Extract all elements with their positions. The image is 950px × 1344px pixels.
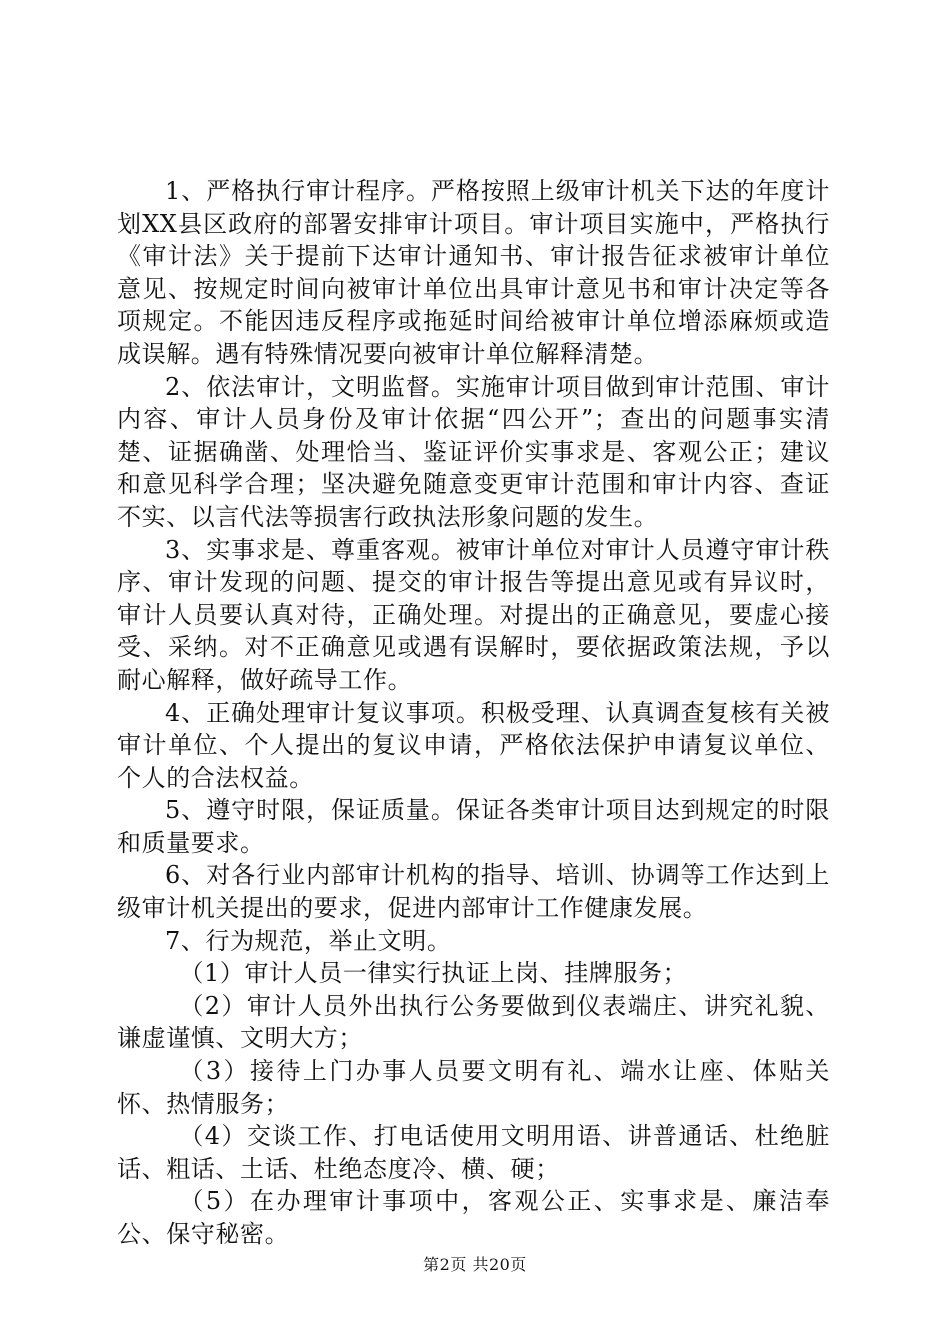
paragraph-audit-procedure: 1、严格执行审计程序。严格按照上级审计机关下达的年度计划XX县区政府的部署安排审计项目。审计项目实施中，严格执行《审计法》关于提前下达审计通知书、审计报告征求被审计单位意见、按规定时间向被审计单位出具审计意见书和审计决定等各项规定。不能因违反程序或拖延时间给被审计单位增添麻烦或造成误解。遇有特殊情况要向被审计单位解释清楚。 (117, 177, 830, 368)
sub-item-5: （5）在办理审计事项中，客观公正、实事求是、廉洁奉公、保守秘密。 (117, 1187, 830, 1248)
sub-item-4: （4）交谈工作、打电话使用文明用语、讲普通话、杜绝脏话、粗话、土话、杜绝态度冷、横、硬； (117, 1122, 830, 1183)
paragraph-seek-truth: 3、实事求是、尊重客观。被审计单位对审计人员遵守审计秩序、审计发现的问题、提交的审计报告等提出意见或有异议时，审计人员要认真对待，正确处理。对提出的正确意见，要虚心接受、采纳。对不正确意见或遇有误解时，要依据政策法规，予以耐心解释，做好疏导工作。 (117, 535, 830, 694)
paragraph-time-limits: 5、遵守时限，保证质量。保证各类审计项目达到规定的时限和质量要求。 (117, 796, 830, 857)
paragraph-lawful-audit: 2、依法审计，文明监督。实施审计项目做到审计范围、审计内容、审计人员身份及审计依据“四公开”；查出的问题事实清楚、证据确凿、处理恰当、鉴证评价实事求是、客观公正；建议和意见科学合理；坚决避免随意变更审计范围和审计内容、查证不实、以言代法等损害行政执法形象问题的发生。 (117, 372, 830, 531)
page-footer (0, 1255, 950, 1275)
page-indicator: 第2页 共20页 (423, 1255, 527, 1274)
sub-item-3: （3）接待上门办事人员要文明有礼、端水让座、体贴关怀、热情服务； (117, 1057, 830, 1118)
paragraph-review-matters: 4、正确处理审计复议事项。积极受理、认真调查复核有关被审计单位、个人提出的复议申请，严格依法保护申请复议单位、个人的合法权益。 (117, 698, 830, 792)
paragraph-internal-audit: 6、对各行业内部审计机构的指导、培训、协调等工作达到上级审计机关提出的要求，促进内部审计工作健康发展。 (117, 861, 830, 923)
sub-item-2: （2）审计人员外出执行公务要做到仪表端庄、讲究礼貌、谦虚谨慎、文明大方； (117, 991, 830, 1053)
document-body (117, 175, 830, 1251)
paragraph-conduct: 7、行为规范，举止文明。 (165, 926, 452, 955)
sub-item-1: （1）审计人员一律实行执证上岗、挂牌服务； (179, 959, 688, 988)
